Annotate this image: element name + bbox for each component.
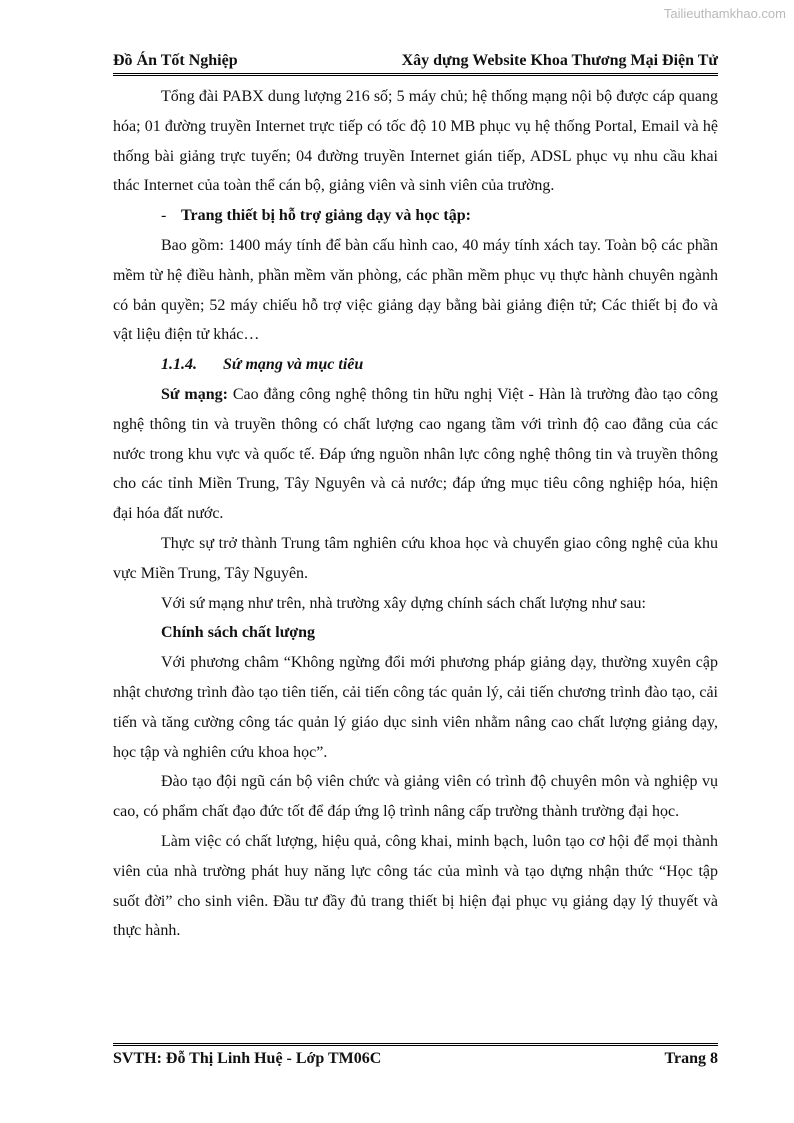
document-body xyxy=(113,82,718,946)
page-footer xyxy=(113,1050,718,1068)
footer-divider-secondary xyxy=(113,1045,718,1046)
footer-page-number: Trang 8 xyxy=(664,1050,718,1067)
header-left-title: Đồ Án Tốt Nghiệp xyxy=(113,52,238,69)
footer-student-info: SVTH: Đỗ Thị Linh Huệ - Lớp TM06C xyxy=(113,1050,382,1067)
paragraph-research-center: Thực sự trở thành Trung tâm nghiên cứu khoa học và chuyển giao công nghệ của khu vực Miền Trung, Tây Nguyên. xyxy=(113,534,718,582)
header-divider xyxy=(113,73,718,74)
mission-label: Sứ mạng: xyxy=(161,385,228,403)
section-heading xyxy=(113,350,718,380)
mission-text: Cao đẳng công nghệ thông tin hữu nghị Việt - Hàn là trường đào tạo công nghệ thông tin và truyền thông có chất lượng cao ngang tầm với trình độ cao đẳng của các nước trong khu vực và quốc tế. Đáp ứng nguồn nhân lực công nghệ thông tin và truyền thông cho các tỉnh Miền Trung, Tây Nguyên và cả nước; đáp ứng mục tiêu công nghiệp hóa, hiện đại hóa đất nước. xyxy=(113,385,718,523)
paragraph-equipment: Bao gồm: 1400 máy tính để bàn cấu hình cao, 40 máy tính xách tay. Toàn bộ các phần mềm từ hệ điều hành, phần mềm văn phòng, các phần mềm phục vụ thực hành chuyên ngành có bản quyền; 52 máy chiếu hỗ trợ việc giảng dạy bằng bài giảng điện tử; Các thiết bị đo và vật liệu điện tử khác… xyxy=(113,236,718,344)
bullet-dash: - xyxy=(161,207,167,225)
paragraph-motto: Với phương châm “Không ngừng đổi mới phương pháp giảng dạy, thường xuyên cập nhật chương trình đào tạo tiên tiến, cải tiến công tác quản lý, cải tiến chương trình đào tạo, cải tiến và tăng cường công tác quản lý giáo dục sinh viên nhằm nâng cao chất lượng giảng dạy, học tập và nghiên cứu khoa học”. xyxy=(113,654,718,761)
bullet-equipment-title: Trang thiết bị hỗ trợ giảng dạy và học tập: xyxy=(181,207,471,225)
page-header xyxy=(113,48,718,70)
paragraph-staff-training: Đào tạo đội ngũ cán bộ viên chức và giảng viên có trình độ chuyên môn và nghiệp vụ cao, có phẩm chất đạo đức tốt để đáp ứng lộ trình nâng cấp trường thành trường đại học. xyxy=(113,773,718,821)
watermark-text: Tailieuthamkhao.com xyxy=(663,6,786,21)
section-title: Sứ mạng và mục tiêu xyxy=(223,356,364,374)
section-number: 1.1.4. xyxy=(161,356,197,374)
header-right-title: Xây dựng Website Khoa Thương Mại Điện Tử xyxy=(401,52,718,69)
paragraph-network: Tổng đài PABX dung lượng 216 số; 5 máy chủ; hệ thống mạng nội bộ được cáp quang hóa; 01 đường truyền Internet trực tiếp có tốc độ 10 MB phục vụ hệ thống Portal, Email và hệ thống bài giảng trực tuyến; 04 đường truyền Internet gián tiếp, ADSL phục vụ nhu cầu khai thác Internet của toàn thể cán bộ, giảng viên và sinh viên của trường. xyxy=(113,88,718,195)
header-divider-secondary xyxy=(113,75,718,76)
paragraph-policy-intro: Với sứ mạng như trên, nhà trường xây dựng chính sách chất lượng như sau: xyxy=(161,594,646,612)
bullet-equipment-heading xyxy=(113,201,718,231)
policy-heading: Chính sách chất lượng xyxy=(161,624,316,642)
paragraph-mission xyxy=(113,380,718,529)
footer-divider xyxy=(113,1043,718,1044)
paragraph-work-quality: Làm việc có chất lượng, hiệu quả, công khai, minh bạch, luôn tạo cơ hội để mọi thành viên của nhà trường phát huy năng lực công tác của mình và tạo dựng nhận thức “Học tập suốt đời” cho sinh viên. Đầu tư đầy đủ trang thiết bị hiện đại phục vụ giảng dạy lý thuyết và thực hành. xyxy=(113,832,718,940)
